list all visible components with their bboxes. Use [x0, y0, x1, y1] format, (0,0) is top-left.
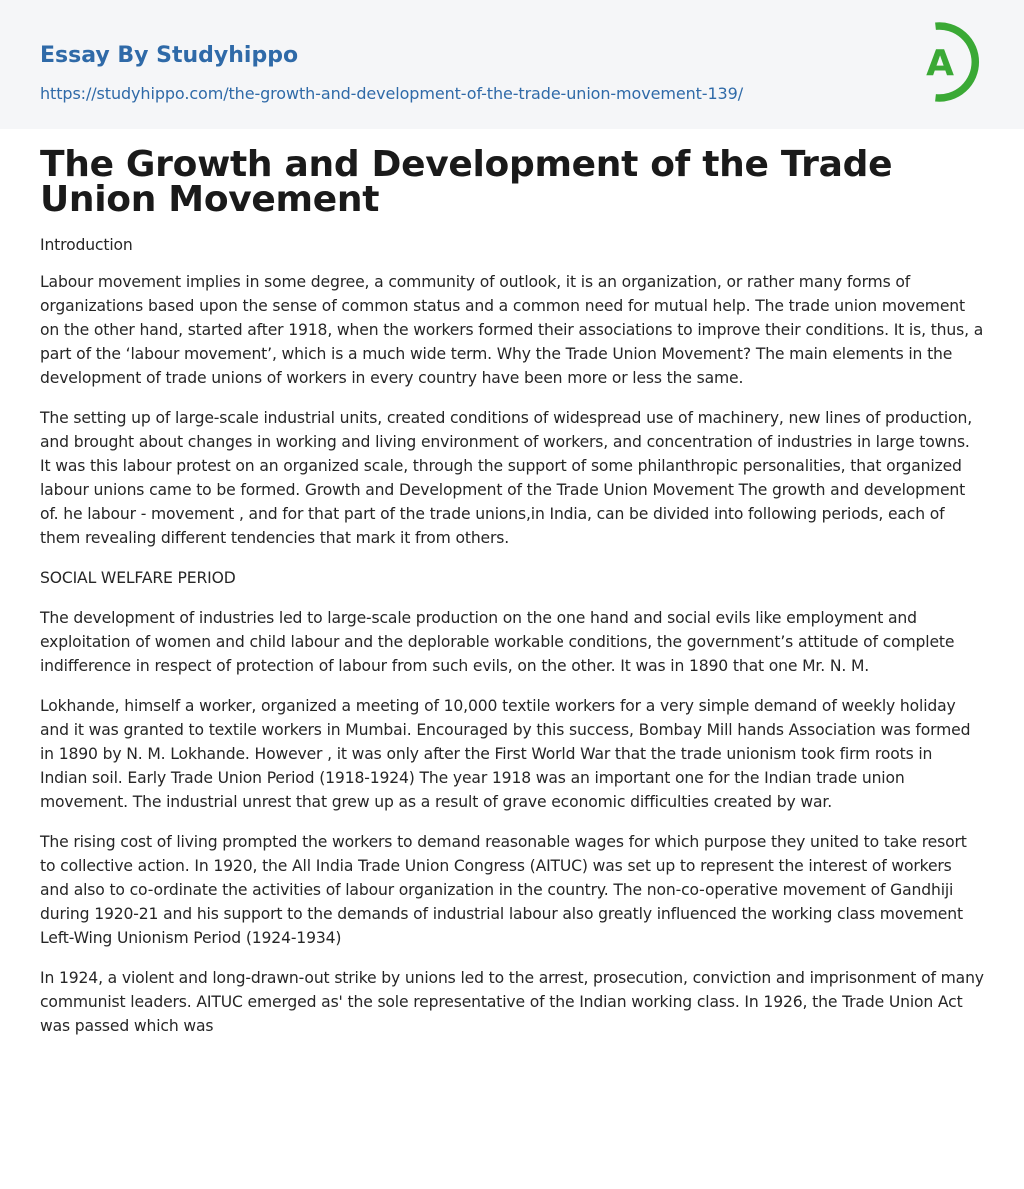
paragraph: In 1924, a violent and long-drawn-out strike by unions led to the arrest, prosecution, conviction and imprisonment of many communist leaders. AITUC emerged as' the sole representative of the Indian working class. In 1926, the Trade Union Act was passed which was — [40, 969, 984, 1035]
paragraph: The development of industries led to large-scale production on the one hand and social evils like employment and exploitation of women and child labour and the deplorable workable conditions, the government’s attitude of complete indifference in respect of protection of labour from such evils, on the other. It was in 1890 that one Mr. N. M. — [40, 609, 955, 675]
source-url-link[interactable]: https://studyhippo.com/the-growth-and-development-of-the-trade-union-movement-139/ — [40, 84, 743, 103]
section-heading-introduction: Introduction — [40, 236, 133, 254]
paragraph: The rising cost of living prompted the workers to demand reasonable wages for which purpose they united to take resort to collective action. In 1920, the All India Trade Union Congress (AITUC) was set up to represent the interest of workers and also to co-ordinate the activities of labour organization in the country. The non-co-operative movement of Gandhiji during 1920-21 and his support to the demands of industrial labour also greatly influenced the working class movement Left-Wing Unionism Period (1924-1934) — [40, 833, 967, 947]
site-brand[interactable]: Essay By Studyhippo — [40, 43, 299, 68]
paragraph: The setting up of large-scale industrial units, created conditions of widespread use of machinery, new lines of production, and brought about changes in working and living environment of workers, and concentration of industries in large towns. It was this labour protest on an organized scale, through the support of some philanthropic personalities, that organized labour unions came to be formed. Growth and Development of the Trade Union Movement The growth and development of. he labour - movement , and for that part of the trade unions,in India, can be divided into following periods, each of them revealing different tendencies that mark it from others. — [40, 409, 972, 547]
article-title: The Growth and Development of the Trade Union Movement — [40, 144, 893, 220]
paragraph: Lokhande, himself a worker, organized a meeting of 10,000 textile workers for a very simple demand of weekly holiday and it was granted to textile workers in Mumbai. Encouraged by this success, Bombay Mill hands Association was formed in 1890 by N. M. Lokhande. However , it was only after the First World War that the trade unionism took firm roots in Indian soil. Early Trade Union Period (1918-1924) The year 1918 was an important one for the Indian trade union movement. The industrial unrest that grew up as a result of grave economic difficulties created by war. — [40, 697, 971, 811]
article — [0, 129, 1024, 1038]
studyhippo-logo-icon[interactable] — [913, 19, 985, 105]
logo-letter: A — [926, 43, 954, 84]
section-heading-social-welfare: SOCIAL WELFARE PERIOD — [40, 569, 236, 587]
site-header — [0, 0, 1024, 129]
paragraph: Labour movement implies in some degree, a community of outlook, it is an organization, or rather many forms of organizations based upon the sense of common status and a common need for mutual help. The trade union movement on the other hand, started after 1918, when the workers formed their associations to improve their conditions. It is, thus, a part of the ‘labour movement’, which is a much wide term. Why the Trade Union Movement? The main elements in the development of trade unions of workers in every country have been more or less the same. — [40, 273, 984, 387]
